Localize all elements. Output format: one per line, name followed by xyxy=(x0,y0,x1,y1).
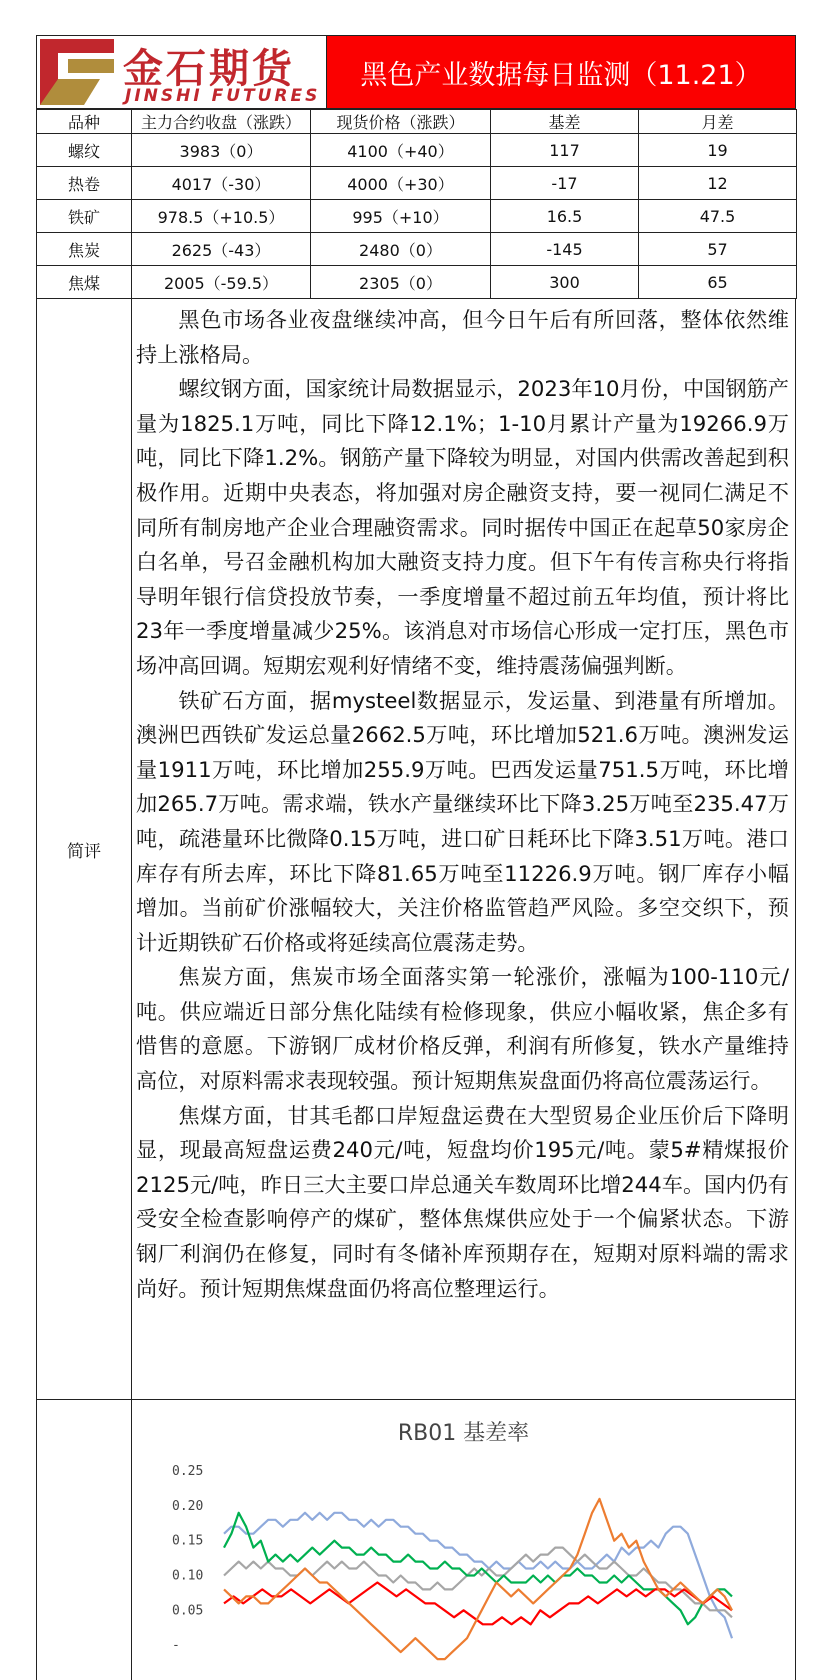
table-cell: 47.5 xyxy=(639,200,797,233)
logo-chinese-name: 金石期货 xyxy=(123,46,295,92)
header-cell: 品种 xyxy=(37,110,132,134)
table-cell: 300 xyxy=(491,266,639,299)
table-cell: 16.5 xyxy=(491,200,639,233)
commentary-paragraph: 黑色市场各业夜盘继续冲高，但今日午后有所回落，整体依然维持上涨格局。 xyxy=(136,307,789,367)
table-cell: 65 xyxy=(639,266,797,299)
report-title: 黑色产业数据每日监测（11.21） xyxy=(327,36,795,108)
table-cell: 57 xyxy=(639,233,797,266)
report-header xyxy=(36,35,796,109)
chart-label-column xyxy=(37,1400,132,1680)
y-tick-label: - xyxy=(172,1638,180,1654)
commentary-section xyxy=(36,299,796,1400)
table-cell: 焦煤 xyxy=(37,266,132,299)
table-row xyxy=(37,266,797,299)
table-cell: 4000（+30） xyxy=(311,167,491,200)
table-cell: 12 xyxy=(639,167,797,200)
y-tick-label: 0.25 xyxy=(172,1464,204,1479)
table-cell: 19 xyxy=(639,134,797,167)
header-cell: 基差 xyxy=(491,110,639,134)
header-cell: 月差 xyxy=(639,110,797,134)
commentary-label: 简评 xyxy=(37,299,132,1399)
table-cell: 978.5（+10.5） xyxy=(132,200,311,233)
chart-title: RB01 基差率 xyxy=(397,1421,530,1446)
series-line-2 xyxy=(224,1513,732,1625)
commentary-paragraph: 螺纹钢方面，国家统计局数据显示，2023年10月份，中国钢筋产量为1825.1万吨，同比下降12.1%；1-10月累计产量为19266.9万吨，同比下降1.2%。钢筋产量下降较为明显，对国内供需改善起到积极作用。近期中央表态，将加强对房企融资支持，要一视同仁满足不同所有制房地产企业合理融资需求。同时据传中国正在起草50家房企白名单，号召金融机构加大融资支持力度。但下午有传言称央行将指导明年银行信贷投放节奏，一季度增量不超过前五年均值，预计将比23年一季度增量减少25%。该消息对市场信心形成一定打压，黑色市场冲高回调。短期宏观利好情绪不变，维持震荡偏强判断。 xyxy=(136,376,789,678)
table-cell: -17 xyxy=(491,167,639,200)
basis-rate-line-chart xyxy=(132,1400,797,1680)
y-tick-label: 0.05 xyxy=(172,1603,204,1619)
table-row xyxy=(37,233,797,266)
table-cell: 2625（-43） xyxy=(132,233,311,266)
commentary-paragraph: 焦炭方面，焦炭市场全面落实第一轮涨价，涨幅为100-110元/吨。供应端近日部分焦化陆续有检修现象，供应小幅收紧，焦企多有惜售的意愿。下游钢厂成材价格反弹，利润有所修复，铁水产量维持高位，对原料需求表现较强。预计短期焦炭盘面仍将高位震荡运行。 xyxy=(136,964,789,1094)
table-cell: 3983（0） xyxy=(132,134,311,167)
chart-area xyxy=(132,1400,795,1680)
logo-english-name: JINSHI FUTURES xyxy=(125,86,321,106)
logo-mark-icon xyxy=(40,39,114,105)
table-cell: 螺纹 xyxy=(37,134,132,167)
table-cell: 995（+10） xyxy=(311,200,491,233)
y-tick-label: 0.20 xyxy=(172,1498,204,1514)
table-cell: 2005（-59.5） xyxy=(132,266,311,299)
table-cell: 4017（-30） xyxy=(132,167,311,200)
price-table xyxy=(36,109,797,299)
table-cell: 2480（0） xyxy=(311,233,491,266)
y-tick-label: 0.10 xyxy=(172,1568,204,1584)
table-cell: 2305（0） xyxy=(311,266,491,299)
table-cell: 4100（+40） xyxy=(311,134,491,167)
table-header-row xyxy=(37,110,797,134)
header-cell: 主力合约收盘（涨跌） xyxy=(132,110,311,134)
company-logo xyxy=(37,36,327,108)
table-row xyxy=(37,134,797,167)
table-cell: 热卷 xyxy=(37,167,132,200)
chart-section xyxy=(36,1400,796,1680)
table-row xyxy=(37,167,797,200)
commentary-text xyxy=(132,299,795,1399)
table-cell: -145 xyxy=(491,233,639,266)
table-cell: 117 xyxy=(491,134,639,167)
commentary-paragraph: 焦煤方面，甘其毛都口岸短盘运费在大型贸易企业压价后下降明显，现最高短盘运费240元/吨，短盘均价195元/吨。蒙5#精煤报价2125元/吨，昨日三大主要口岸总通关车数周环比增244车。国内仍有受安全检查影响停产的煤矿，整体焦煤供应处于一个偏紧状态。下游钢厂利润仍在修复，同时有冬储补库预期存在，短期对原料端的需求尚好。预计短期焦煤盘面仍将高位整理运行。 xyxy=(136,1102,789,1301)
table-row xyxy=(37,200,797,233)
table-cell: 铁矿 xyxy=(37,200,132,233)
table-cell: 焦炭 xyxy=(37,233,132,266)
commentary-paragraph: 铁矿石方面，据mysteel数据显示，发运量、到港量有所增加。澳洲巴西铁矿发运总量2662.5万吨，环比增加521.6万吨。澳洲发运量1911万吨，环比增加255.9万吨。巴西发运量751.5万吨，环比增加265.7万吨。需求端，铁水产量继续环比下降3.25万吨至235.47万吨，疏港量环比微降0.15万吨，进口矿日耗环比下降3.51万吨。港口库存有所去库，环比下降81.65万吨至11226.9万吨。钢厂库存小幅增加。当前矿价涨幅较大，关注价格监管趋严风险。多空交织下，预计近期铁矿石价格或将延续高位震荡走势。 xyxy=(136,687,789,955)
y-tick-label: 0.15 xyxy=(172,1533,204,1549)
header-cell: 现货价格（涨跌） xyxy=(311,110,491,134)
